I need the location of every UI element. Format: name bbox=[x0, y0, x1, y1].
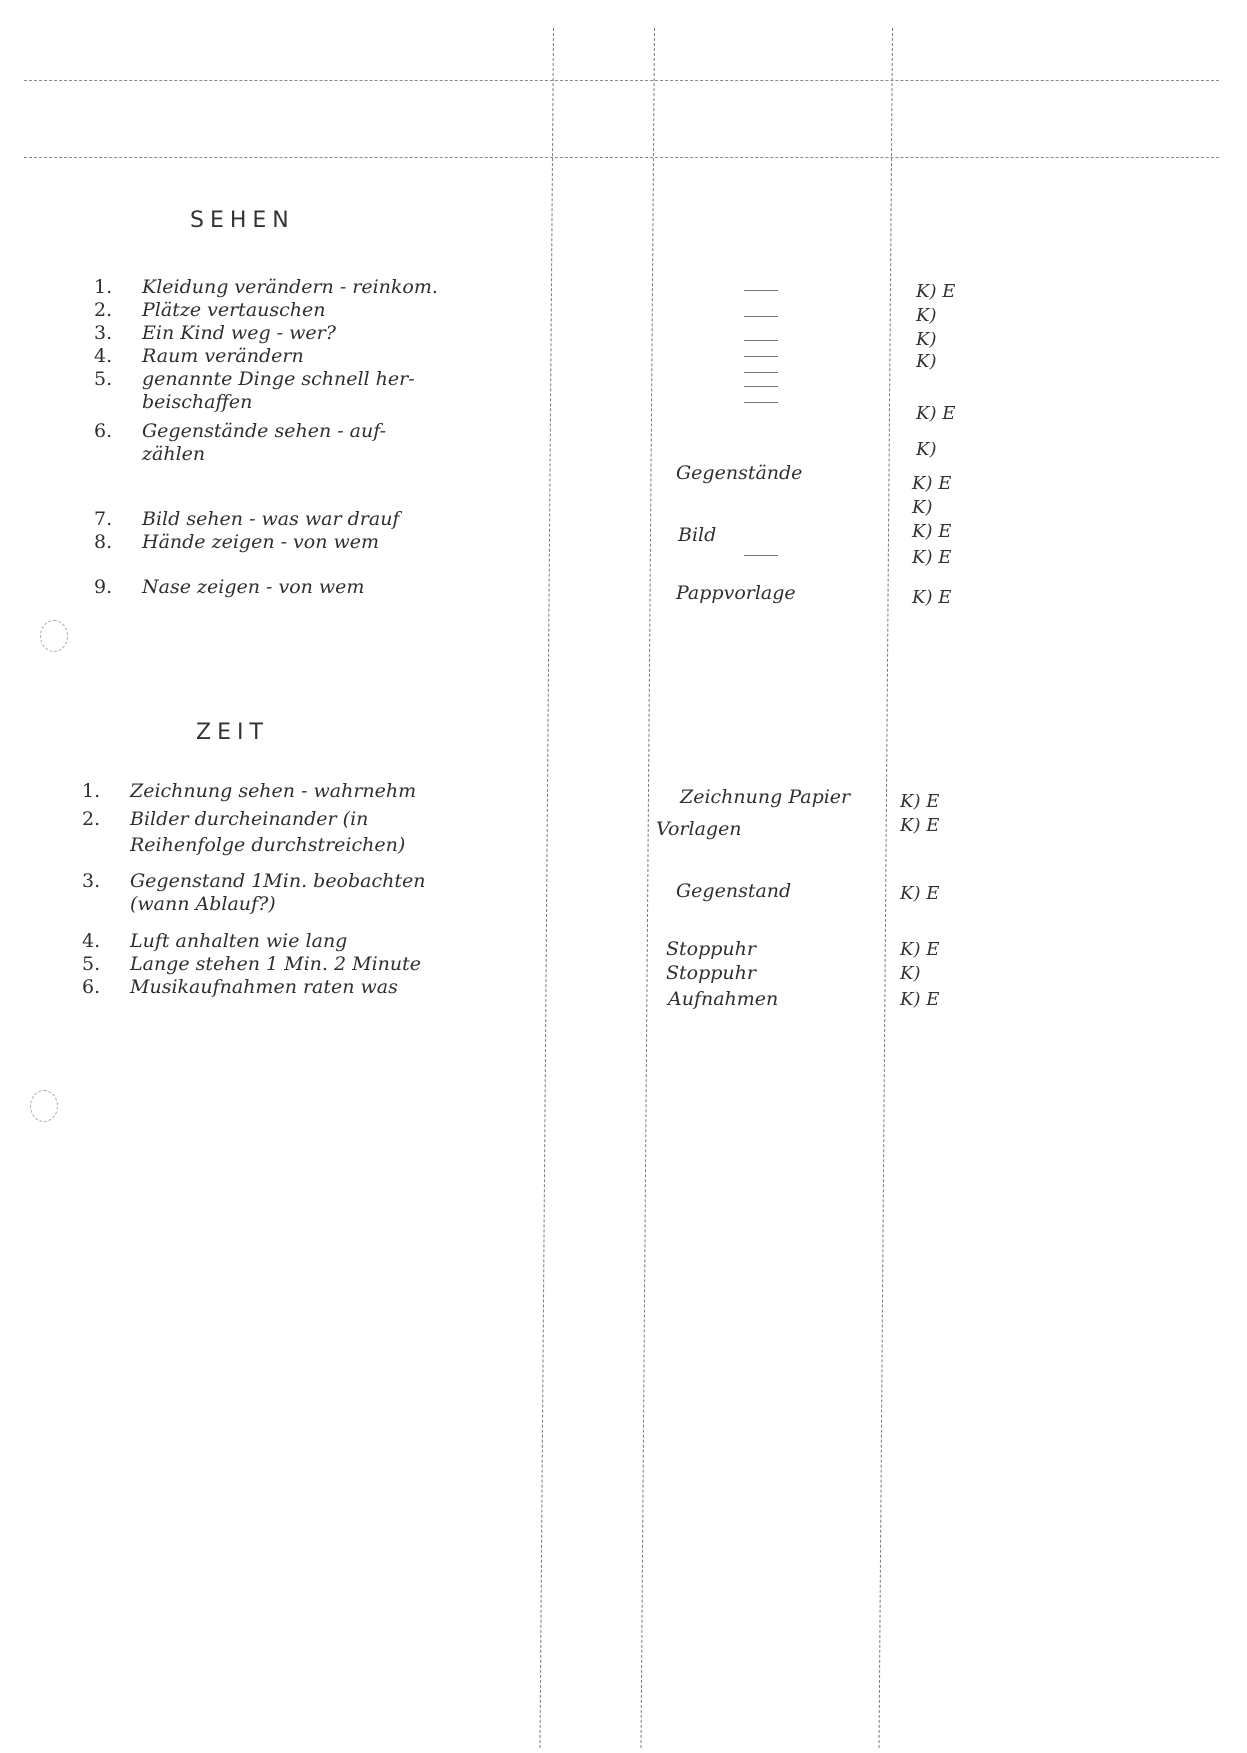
list-item: Reihenfolge durchstreichen) bbox=[130, 834, 406, 856]
material-label: Pappvorlage bbox=[676, 582, 796, 604]
header-rule-bottom bbox=[24, 157, 1219, 158]
ditto-dash bbox=[744, 340, 778, 341]
section-heading-sehen: SEHEN bbox=[190, 208, 295, 233]
material-label: Zeichnung Papier bbox=[680, 786, 851, 808]
code-label: K) bbox=[916, 305, 937, 326]
list-item: 1. Kleidung verändern - reinkom. bbox=[94, 276, 438, 298]
ditto-dash bbox=[744, 356, 778, 357]
ditto-dash bbox=[744, 290, 778, 291]
list-item: 4. Raum verändern bbox=[94, 345, 304, 367]
column-rule-3 bbox=[878, 28, 893, 1748]
ditto-dash bbox=[744, 372, 778, 373]
list-item: 5. genannte Dinge schnell her- bbox=[94, 368, 415, 390]
code-label: K) bbox=[916, 329, 937, 350]
ditto-dash bbox=[744, 402, 778, 403]
list-item: 7. Bild sehen - was war drauf bbox=[94, 508, 400, 530]
code-label: K) E bbox=[900, 883, 940, 904]
material-label: Gegenstände bbox=[676, 462, 803, 484]
code-label: K) bbox=[900, 963, 921, 984]
list-item: 5. Lange stehen 1 Min. 2 Minute bbox=[82, 953, 422, 975]
material-label: Stoppuhr bbox=[666, 938, 756, 960]
column-rule-1 bbox=[539, 28, 554, 1748]
list-item: 6. Gegenstände sehen - auf- bbox=[94, 420, 387, 442]
code-label: K) E bbox=[912, 473, 952, 494]
section-heading-zeit: ZEIT bbox=[196, 720, 269, 745]
list-item: zählen bbox=[142, 443, 206, 465]
code-label: K) E bbox=[916, 403, 956, 424]
code-label: K) E bbox=[900, 791, 940, 812]
material-label: Bild bbox=[678, 524, 717, 546]
list-item: 3. Gegenstand 1Min. beobachten bbox=[82, 870, 426, 892]
ditto-dash bbox=[744, 386, 778, 387]
list-item: 8. Hände zeigen - von wem bbox=[94, 531, 380, 553]
list-item: 3. Ein Kind weg - wer? bbox=[94, 322, 336, 344]
code-label: K) E bbox=[900, 815, 940, 836]
list-item: 1. Zeichnung sehen - wahrnehm bbox=[82, 780, 417, 802]
column-rule-2 bbox=[640, 28, 655, 1748]
material-label: Gegenstand bbox=[676, 880, 792, 902]
code-label: K) E bbox=[912, 547, 952, 568]
list-item: 9. Nase zeigen - von wem bbox=[94, 576, 365, 598]
code-label: K) E bbox=[916, 281, 956, 302]
code-label: K) E bbox=[900, 939, 940, 960]
punch-hole-mark bbox=[40, 620, 68, 652]
code-label: K) E bbox=[900, 989, 940, 1010]
material-label: Stoppuhr bbox=[666, 962, 756, 984]
code-label: K) bbox=[916, 351, 937, 372]
list-item: (wann Ablauf?) bbox=[130, 893, 276, 915]
list-item: 2. Plätze vertauschen bbox=[94, 299, 326, 321]
list-item: 2. Bilder durcheinander (in bbox=[82, 808, 369, 830]
list-item: beischaffen bbox=[142, 391, 253, 413]
list-item: 6. Musikaufnahmen raten was bbox=[82, 976, 398, 998]
ditto-dash bbox=[744, 316, 778, 317]
code-label: K) bbox=[916, 439, 937, 460]
code-label: K) bbox=[912, 497, 933, 518]
ditto-dash bbox=[744, 555, 778, 556]
material-label: Vorlagen bbox=[656, 818, 742, 840]
code-label: K) E bbox=[912, 521, 952, 542]
header-rule-top bbox=[24, 80, 1219, 81]
list-item: 4. Luft anhalten wie lang bbox=[82, 930, 348, 952]
material-label: Aufnahmen bbox=[668, 988, 779, 1010]
punch-hole-mark bbox=[30, 1090, 58, 1122]
code-label: K) E bbox=[912, 587, 952, 608]
